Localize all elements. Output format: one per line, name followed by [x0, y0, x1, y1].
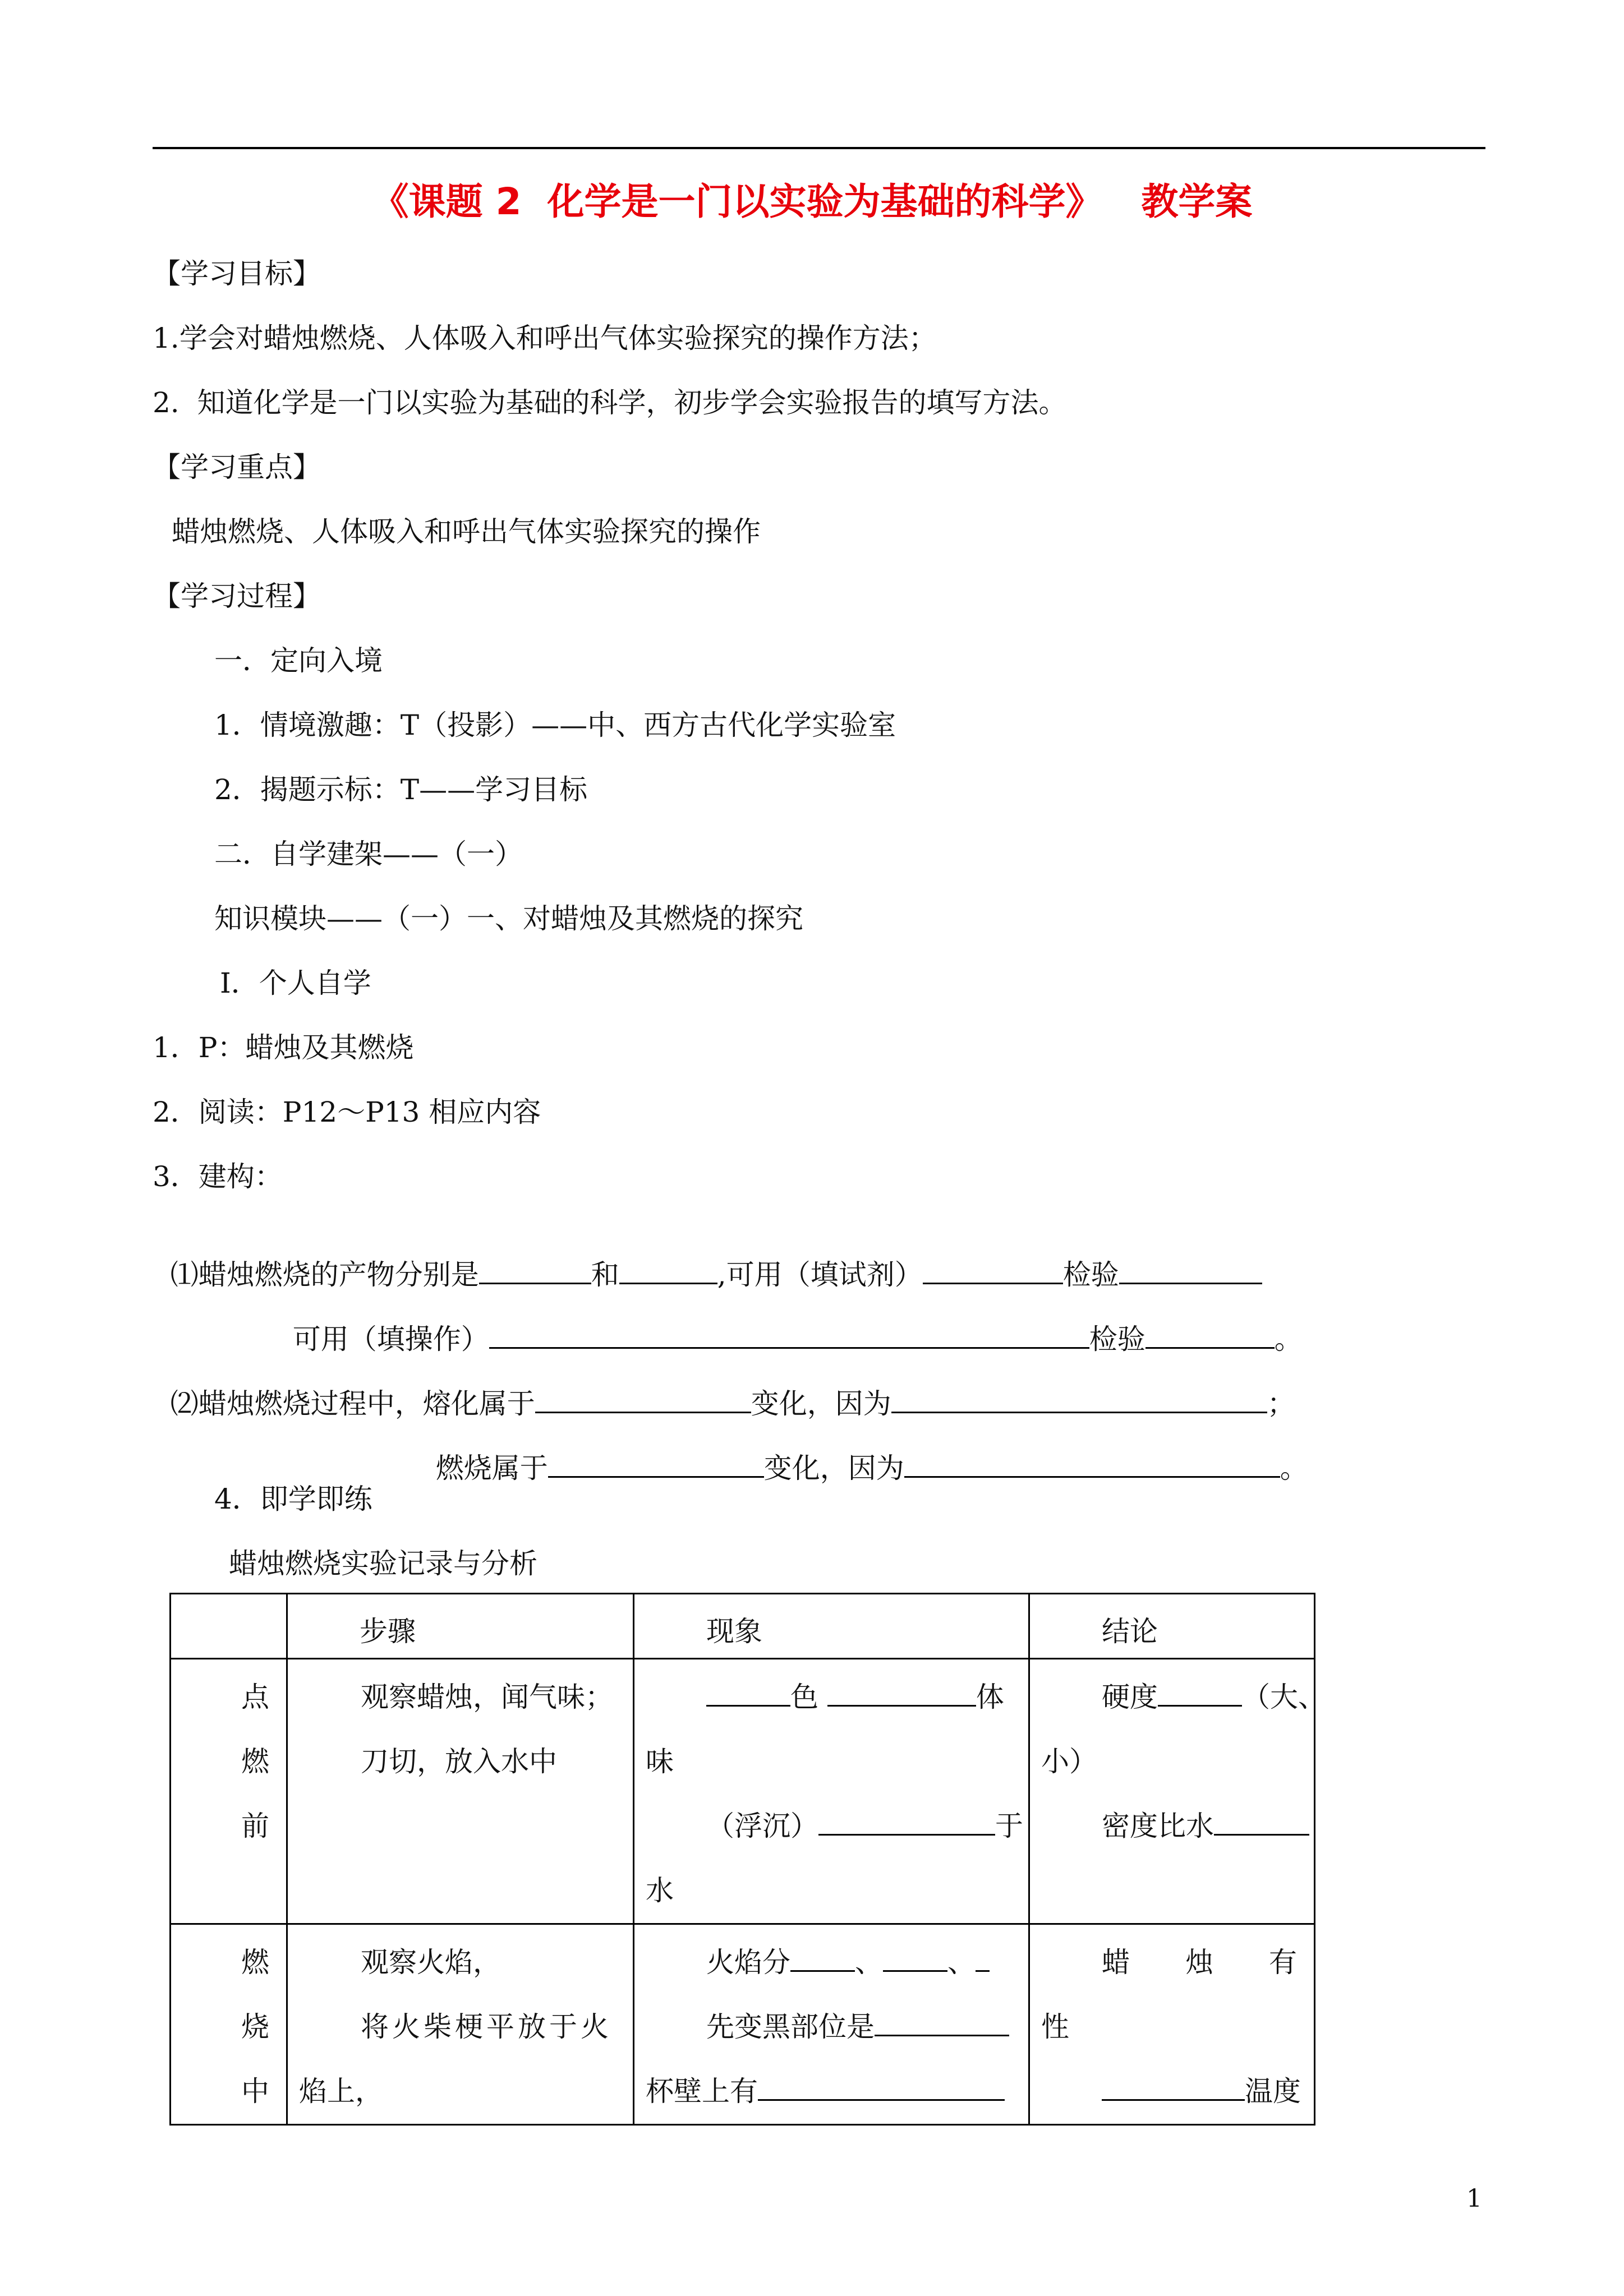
phenomenon-during-burning: 火焰分 、 、 先变黑部位是 杯壁上有: [634, 1924, 1029, 2125]
blank-density[interactable]: [1214, 1809, 1309, 1836]
phenomenon-before-ignition: 色 体 味 （浮沉） 于 水: [634, 1659, 1029, 1924]
blank-hardness[interactable]: [1158, 1680, 1242, 1707]
objective-2: 2. 知道化学是一门以实验为基础的科学，初步学会实验报告的填写方法。: [153, 386, 1067, 419]
blank-temperature[interactable]: [1102, 2074, 1245, 2101]
q2-text-b: 变化，因为: [751, 1387, 891, 1420]
knowledge-module: 知识模块——（一）一、对蜡烛及其燃烧的探究: [214, 902, 803, 935]
step-1-1: 1．情境激趣：T（投影）——中、西方古代化学实验室: [214, 709, 896, 741]
process-heading: 【学习过程】: [153, 580, 321, 612]
q2-end-2: 。: [1280, 1452, 1308, 1484]
q1-text-b: 和: [591, 1258, 619, 1291]
conclusion-before-ignition: 硬度 （大、 小） 密度比水: [1029, 1659, 1315, 1924]
header-rule: [153, 147, 1485, 149]
blank-operation[interactable]: [489, 1322, 1089, 1349]
blank-operation-check[interactable]: [1145, 1322, 1275, 1349]
page-number: 1: [1466, 2184, 1482, 2213]
experiment-record-table: [169, 1593, 1326, 2126]
blank-cup-wall[interactable]: [758, 2074, 1005, 2101]
self-study: Ⅰ．个人自学: [220, 967, 371, 999]
header-conclusion: 结论: [1029, 1594, 1315, 1659]
blank-blacken-part[interactable]: [875, 2010, 1009, 2036]
step-before-ignition: 观察蜡烛，闻气味； 刀切，放入水中: [287, 1659, 634, 1924]
blank-melting-type[interactable]: [535, 1387, 751, 1413]
step-2: 二．自学建架——（一）: [214, 838, 523, 870]
blank-float-sink[interactable]: [818, 1809, 995, 1836]
header-phenomenon: 现象: [634, 1594, 1029, 1659]
blank-product-2[interactable]: [619, 1258, 717, 1284]
blank-burning-type[interactable]: [548, 1451, 764, 1478]
table-row: [171, 1924, 1315, 2125]
blank-flame-layer-3[interactable]: [976, 1945, 990, 1972]
item-2: 2．阅读：P12～P13 相应内容: [153, 1096, 541, 1128]
q1-text-d: 检验: [1062, 1258, 1119, 1291]
header-empty-cell: [171, 1594, 287, 1659]
step-1-2: 2．揭题示标：T——学习目标: [214, 773, 588, 806]
blank-product-1[interactable]: [479, 1258, 591, 1284]
q1-text-e: 可用（填操作）: [292, 1323, 489, 1356]
item-4: 4．即学即练: [214, 1483, 372, 1515]
blank-flame-layer-1[interactable]: [790, 1945, 855, 1972]
table-header-row: [171, 1594, 1315, 1659]
table-caption: 蜡烛燃烧实验记录与分析: [229, 1547, 537, 1580]
blank-reagent-check[interactable]: [1119, 1258, 1262, 1284]
question-1-line-2: [275, 1289, 1303, 1356]
focus-heading: 【学习重点】: [153, 451, 321, 483]
blank-state[interactable]: [827, 1680, 976, 1707]
q2-end: ；: [1267, 1387, 1295, 1420]
blank-color[interactable]: [706, 1680, 790, 1707]
table-row: [171, 1659, 1315, 1924]
q2-text-c: 燃烧属于: [435, 1452, 548, 1484]
blank-burning-reason[interactable]: [904, 1451, 1280, 1478]
blank-melting-reason[interactable]: [891, 1387, 1267, 1413]
q1-end: 。: [1274, 1323, 1303, 1356]
q1-text-a: ⑴蜡烛燃烧的产物分别是: [170, 1258, 479, 1291]
item-3: 3．建构：: [153, 1160, 283, 1193]
stage-during-burning: 燃 烧 中: [171, 1924, 287, 2125]
q2-text-a: ⑵蜡烛燃烧过程中，熔化属于: [170, 1387, 535, 1420]
question-2-line-1: [153, 1353, 1295, 1421]
question-2-line-2: [418, 1418, 1308, 1485]
question-1-line-1: [153, 1224, 1262, 1292]
blank-reagent[interactable]: [923, 1258, 1063, 1284]
q2-text-d: 变化，因为: [763, 1452, 904, 1484]
step-1: 一．定向入境: [214, 644, 383, 677]
step-during-burning: 观察火焰， 将火柴梗平放于火 焰上，: [287, 1924, 634, 2125]
document-title: 《课题 2 化学是一门以实验为基础的科学》 教学案: [371, 180, 1253, 223]
objectives-heading: 【学习目标】: [153, 257, 321, 290]
objective-1: 1.学会对蜡烛燃烧、人体吸入和呼出气体实验探究的操作方法；: [153, 322, 937, 354]
header-step: 步骤: [287, 1594, 634, 1659]
q1-text-f: 检验: [1089, 1323, 1145, 1356]
q1-text-c: ,可用（填试剂）: [717, 1258, 923, 1291]
focus-text: 蜡烛燃烧、人体吸入和呼出气体实验探究的操作: [172, 515, 761, 548]
blank-flame-layer-2[interactable]: [883, 1945, 947, 1972]
stage-before-ignition: 点 燃 前: [171, 1659, 287, 1924]
item-1: 1．P：蜡烛及其燃烧: [153, 1031, 414, 1064]
conclusion-during-burning: 蜡 烛 有 性 温度: [1029, 1924, 1315, 2125]
